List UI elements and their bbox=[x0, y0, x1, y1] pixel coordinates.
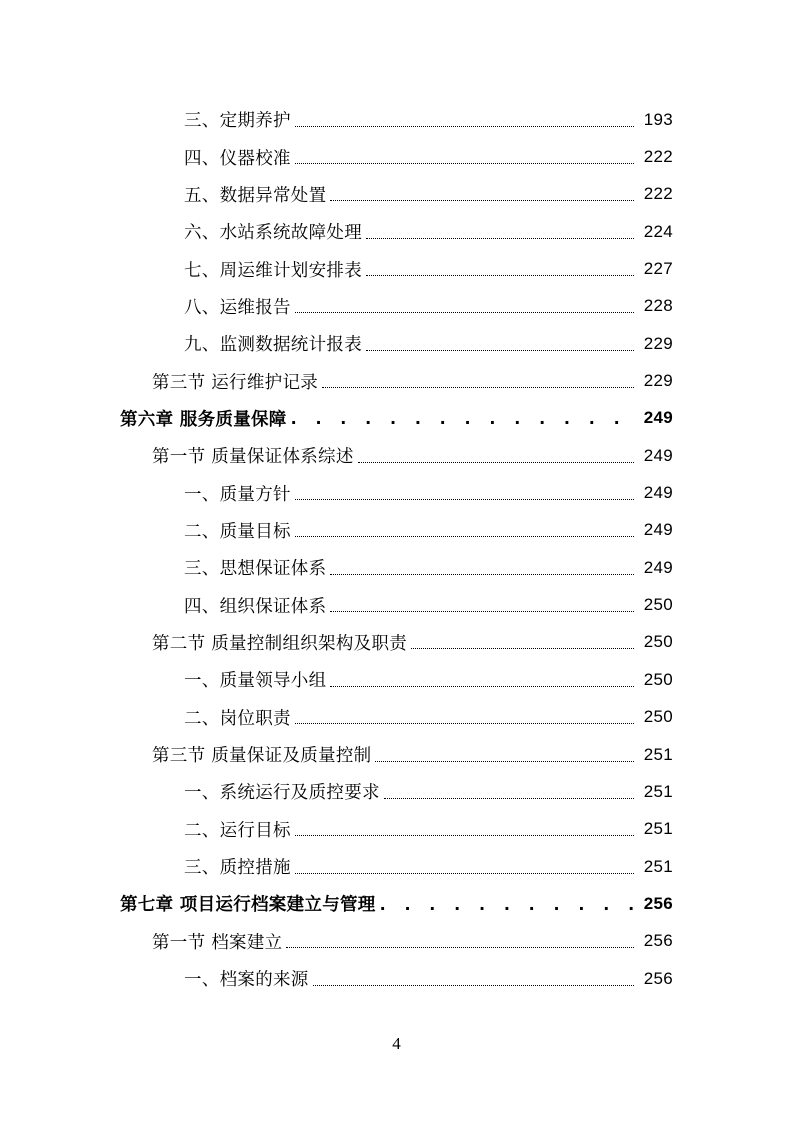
toc-entry-page: 222 bbox=[643, 147, 673, 167]
toc-entry-title: 九、监测数据统计报表 bbox=[184, 335, 362, 356]
toc-entry-page: 251 bbox=[643, 744, 673, 764]
toc-leader-dots bbox=[313, 984, 634, 986]
toc-entry[interactable] bbox=[0, 586, 793, 623]
toc-entry-page: 250 bbox=[643, 632, 673, 652]
toc-entry-title: 二、岗位职责 bbox=[184, 708, 291, 729]
toc-leader-dots bbox=[330, 573, 634, 575]
toc-section-entry[interactable] bbox=[0, 736, 793, 773]
toc-entry-title: 三、定期养护 bbox=[184, 111, 291, 132]
toc-entry-title: 六、水站系统故障处理 bbox=[184, 223, 362, 244]
toc-leader-dots bbox=[295, 834, 634, 836]
toc-leader-dots bbox=[366, 237, 634, 239]
toc-entry-page: 256 bbox=[643, 893, 673, 913]
page-number: 4 bbox=[392, 1034, 401, 1053]
table-of-contents bbox=[0, 101, 793, 997]
toc-section-entry[interactable] bbox=[0, 624, 793, 661]
toc-entry-title: 二、质量目标 bbox=[184, 521, 291, 542]
toc-leader-dots bbox=[286, 946, 634, 948]
toc-entry-page: 222 bbox=[643, 184, 673, 204]
toc-entry-page: 228 bbox=[643, 296, 673, 316]
toc-leader-dots bbox=[375, 760, 634, 762]
toc-entry-page: 251 bbox=[643, 856, 673, 876]
toc-entry-page: 229 bbox=[643, 371, 673, 391]
toc-entry-title: 三、思想保证体系 bbox=[184, 559, 327, 580]
toc-entry[interactable] bbox=[0, 960, 793, 997]
toc-entry-title: 五、数据异常处置 bbox=[184, 185, 327, 206]
toc-entry-title: 一、档案的来源 bbox=[184, 970, 309, 991]
toc-section-entry[interactable] bbox=[0, 362, 793, 399]
toc-leader-dots bbox=[322, 386, 634, 388]
toc-entry-title: 第一节 档案建立 bbox=[152, 932, 283, 953]
toc-leader-dots bbox=[295, 498, 634, 500]
toc-chapter-title: 第七章 项目运行档案建立与管理 bbox=[120, 895, 376, 916]
toc-entry-page: 229 bbox=[643, 333, 673, 353]
toc-entry-page: 250 bbox=[643, 669, 673, 689]
toc-leader-dots bbox=[330, 610, 634, 612]
toc-entry[interactable] bbox=[0, 773, 793, 810]
toc-entry-title: 第三节 运行维护记录 bbox=[152, 372, 319, 393]
toc-leader-dots bbox=[295, 311, 634, 313]
toc-entry-page: 249 bbox=[643, 445, 673, 465]
toc-entry[interactable] bbox=[0, 811, 793, 848]
toc-entry-page: 249 bbox=[643, 408, 673, 428]
toc-entry[interactable] bbox=[0, 325, 793, 362]
toc-entry-page: 250 bbox=[643, 595, 673, 615]
toc-entry-page: 227 bbox=[643, 259, 673, 279]
toc-leader-dots bbox=[291, 409, 634, 427]
toc-entry-title: 四、组织保证体系 bbox=[184, 596, 327, 617]
toc-entry-page: 256 bbox=[643, 931, 673, 951]
toc-entry-title: 第一节 质量保证体系综述 bbox=[152, 447, 354, 468]
toc-entry[interactable] bbox=[0, 474, 793, 511]
toc-section-entry[interactable] bbox=[0, 923, 793, 960]
toc-entry[interactable] bbox=[0, 138, 793, 175]
toc-entry-title: 第二节 质量控制组织架构及职责 bbox=[152, 633, 408, 654]
toc-entry-page: 250 bbox=[643, 707, 673, 727]
toc-leader-dots bbox=[295, 162, 634, 164]
toc-entry[interactable] bbox=[0, 250, 793, 287]
toc-chapter-title: 第六章 服务质量保障 bbox=[120, 409, 287, 430]
toc-entry[interactable] bbox=[0, 176, 793, 213]
toc-entry-title: 第三节 质量保证及质量控制 bbox=[152, 746, 372, 767]
toc-entry-page: 249 bbox=[643, 557, 673, 577]
toc-entry[interactable] bbox=[0, 661, 793, 698]
toc-entry-page: 251 bbox=[643, 781, 673, 801]
toc-chapter-entry[interactable] bbox=[0, 400, 793, 437]
toc-entry-page: 249 bbox=[643, 483, 673, 503]
toc-leader-dots bbox=[295, 722, 634, 724]
toc-entry[interactable] bbox=[0, 101, 793, 138]
toc-entry-page: 193 bbox=[643, 109, 673, 129]
toc-entry-title: 七、周运维计划安排表 bbox=[184, 260, 362, 281]
toc-leader-dots bbox=[384, 797, 634, 799]
toc-entry-title: 一、质量领导小组 bbox=[184, 671, 327, 692]
toc-entry[interactable] bbox=[0, 213, 793, 250]
toc-entry-page: 256 bbox=[643, 968, 673, 988]
toc-entry[interactable] bbox=[0, 848, 793, 885]
toc-entry-title: 一、系统运行及质控要求 bbox=[184, 783, 380, 804]
toc-entry-title: 一、质量方针 bbox=[184, 484, 291, 505]
toc-entry-title: 八、运维报告 bbox=[184, 297, 291, 318]
toc-leader-dots bbox=[295, 125, 634, 127]
toc-entry-title: 二、运行目标 bbox=[184, 820, 291, 841]
toc-entry-title: 三、质控措施 bbox=[184, 858, 291, 879]
toc-leader-dots bbox=[358, 461, 634, 463]
toc-entry[interactable] bbox=[0, 512, 793, 549]
toc-leader-dots bbox=[295, 872, 634, 874]
toc-chapter-entry[interactable] bbox=[0, 885, 793, 922]
toc-entry-title: 四、仪器校准 bbox=[184, 148, 291, 169]
toc-entry[interactable] bbox=[0, 288, 793, 325]
toc-leader-dots bbox=[380, 895, 634, 913]
toc-leader-dots bbox=[366, 274, 634, 276]
toc-leader-dots bbox=[330, 199, 634, 201]
toc-entry[interactable] bbox=[0, 699, 793, 736]
toc-leader-dots bbox=[295, 535, 634, 537]
toc-entry-page: 251 bbox=[643, 819, 673, 839]
toc-section-entry[interactable] bbox=[0, 437, 793, 474]
toc-entry-page: 249 bbox=[643, 520, 673, 540]
toc-leader-dots bbox=[411, 647, 634, 649]
toc-entry-page: 224 bbox=[643, 221, 673, 241]
toc-leader-dots bbox=[330, 685, 634, 687]
toc-entry[interactable] bbox=[0, 549, 793, 586]
toc-leader-dots bbox=[366, 349, 634, 351]
